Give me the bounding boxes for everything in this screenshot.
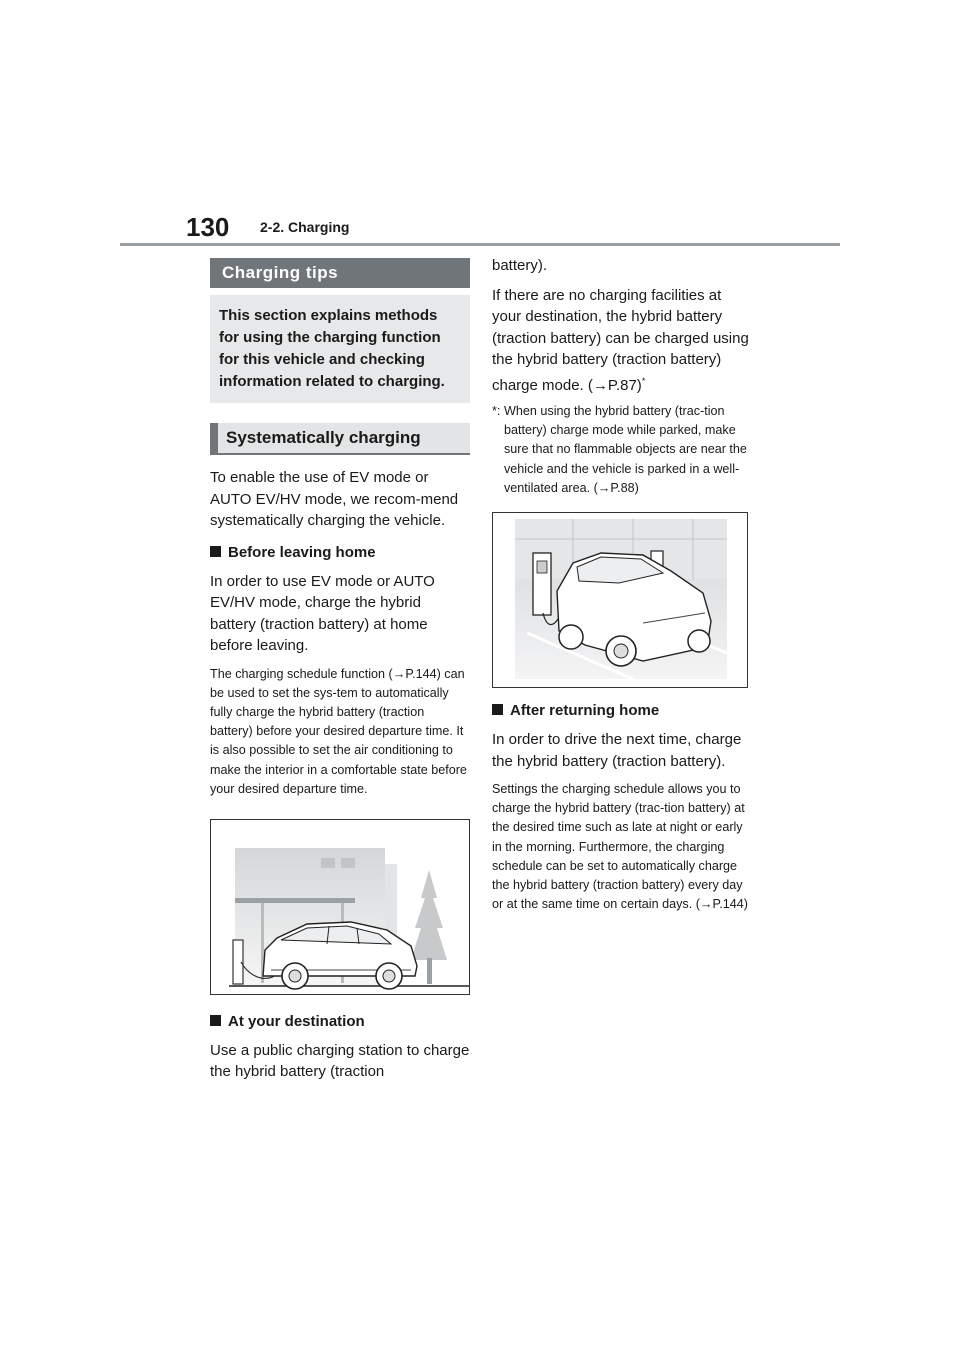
subsection-title: Systematically charging <box>210 423 470 455</box>
paragraph-systematic: To enable the use of EV mode or AUTO EV/HV mode, we recom-mend systematically charging the vehicle. <box>210 469 459 529</box>
paragraph-before-leaving: In order to use EV mode or AUTO EV/HV mode, charge the hybrid battery (traction battery) at home before leaving. <box>210 572 435 654</box>
heading-after-returning: After returning home <box>492 700 752 721</box>
paragraph-at-destination: Use a public charging station to charge the hybrid battery (traction <box>210 1041 470 1081</box>
note-before-leaving: The charging schedule function (→P.144) can be used to set the sys-tem to automatically fully charge the hybrid battery (traction battery) before your desired departure time. It is also possible to set the air conditioning to make the interior in a comfortable state before your desired departure time. <box>210 666 467 796</box>
page-number: 130 <box>186 212 230 242</box>
left-column <box>210 258 470 1083</box>
public-charging-svg <box>493 513 747 687</box>
home-charging-svg <box>211 820 469 994</box>
note-after-returning: Settings the charging schedule allows you to charge the hybrid battery (trac-tion battery) at the desired time such as late at night or early in the morning. Furthermore, the charging schedule can be set to automatically charge the hybrid battery (traction battery) every day or at the same time on certain days. (→P.144) <box>492 782 748 912</box>
footnote-mark: *: <box>492 404 501 418</box>
heading-before-leaving: Before leaving home <box>210 542 470 563</box>
right-column <box>492 255 752 914</box>
paragraph-after-returning: In order to drive the next time, charge the hybrid battery (traction battery). <box>492 731 742 770</box>
square-bullet-icon <box>492 704 503 715</box>
section-label: 2-2. Charging <box>260 219 350 235</box>
heading-at-destination: At your destination <box>210 1011 470 1032</box>
paragraph-continued: battery). <box>492 257 548 274</box>
square-bullet-icon <box>210 546 221 557</box>
paragraph-no-facilities: If there are no charging facilities at your destination, the hybrid battery (traction battery) can be charged using the hybrid battery (traction battery) charge mode. (→P.87)* <box>492 286 749 394</box>
square-bullet-icon <box>210 1015 221 1026</box>
footnote: *: When using the hybrid battery (trac-tion battery) charge mode while parked, make sure that no flammable objects are near the vehicle and the vehicle is parked in a well-ventilated area. (→P.88) <box>492 404 747 495</box>
page-title: Charging tips <box>210 258 470 288</box>
public-charging-illustration <box>492 512 748 688</box>
home-charging-illustration <box>210 819 470 995</box>
footnote-reference: * <box>641 375 646 386</box>
intro-box: This section explains methods for using the charging function for this vehicle and checking information related to charging. <box>210 295 470 403</box>
header-rule <box>120 243 840 246</box>
